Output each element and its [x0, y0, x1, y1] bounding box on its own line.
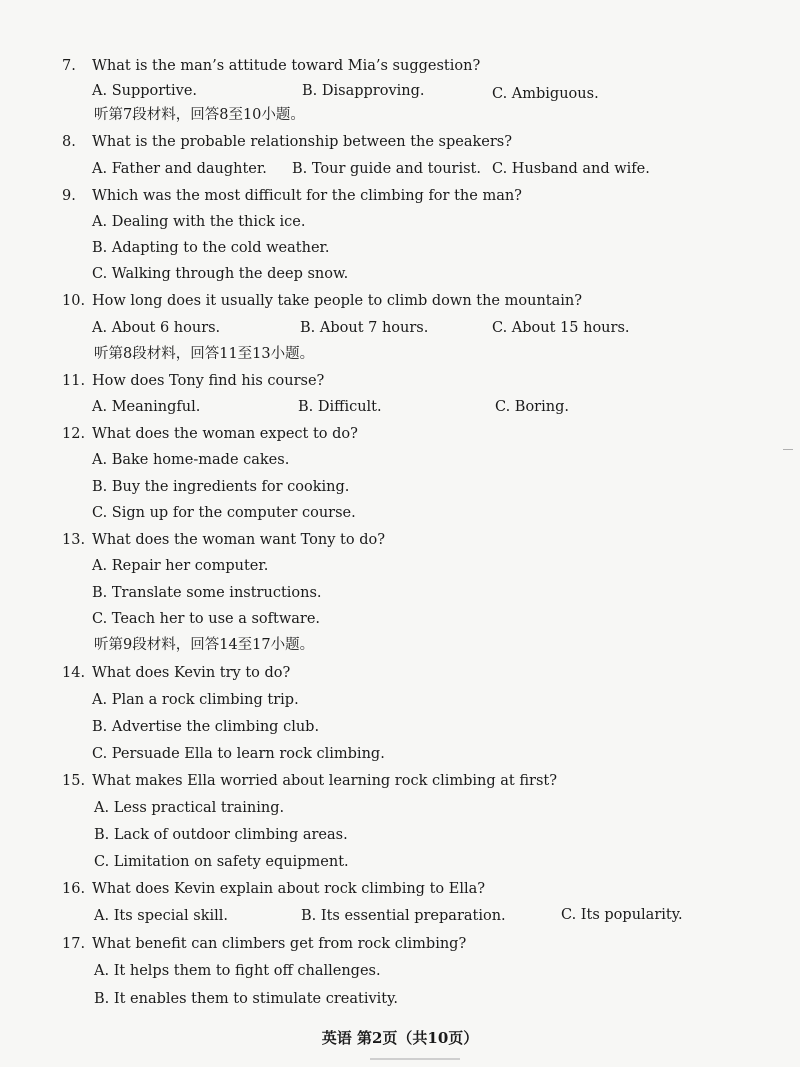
question-number: 10. — [62, 293, 86, 309]
option-b: B. Adapting to the cold weather. — [92, 240, 330, 256]
question-10 — [62, 292, 582, 310]
question-text: What does the woman want Tony to do? — [92, 532, 386, 548]
question-16 — [62, 880, 485, 898]
scan-edge-mark — [783, 449, 793, 450]
question-11 — [62, 372, 324, 390]
option-a: A. Father and daughter. — [92, 161, 267, 177]
question-number: 13. — [62, 532, 86, 548]
option-c: C. Husband and wife. — [492, 161, 650, 177]
option-b: B. About 7 hours. — [300, 320, 429, 336]
option-b: B. It enables them to stimulate creativity. — [94, 991, 398, 1007]
question-number: 7. — [62, 58, 76, 74]
option-c: C. Persuade Ella to learn rock climbing. — [92, 746, 385, 762]
question-number: 8. — [62, 134, 76, 150]
option-c: C. Its popularity. — [561, 907, 683, 923]
option-c: C. Ambiguous. — [492, 86, 599, 102]
option-a: A. Dealing with the thick ice. — [92, 214, 306, 230]
option-b: B. Disapproving. — [302, 83, 425, 99]
option-a: A. Plan a rock climbing trip. — [92, 692, 299, 708]
option-a: A. Supportive. — [92, 83, 198, 99]
question-7 — [62, 57, 480, 75]
question-text: What does Kevin explain about rock climbing to Ella? — [92, 881, 486, 897]
option-c: C. Teach her to use a software. — [92, 611, 321, 627]
question-text: What does Kevin try to do? — [92, 665, 291, 681]
option-c: C. Sign up for the computer course. — [92, 505, 356, 521]
question-8 — [62, 133, 512, 151]
question-text: What does the woman expect to do? — [92, 426, 358, 442]
question-number: 17. — [62, 936, 86, 952]
question-13 — [62, 531, 385, 549]
section-instruction-7: 听第7段材料，回答8至10小题。 — [94, 107, 305, 123]
question-17 — [62, 935, 466, 953]
options-row-8 — [92, 160, 742, 178]
option-c: C. Walking through the deep snow. — [92, 266, 349, 282]
question-14 — [62, 664, 290, 682]
option-b: B. Its essential preparation. — [301, 908, 506, 924]
question-text: How does Tony find his course? — [92, 373, 325, 389]
option-c: C. About 15 hours. — [492, 320, 630, 336]
question-number: 9. — [62, 188, 76, 204]
option-a: A. About 6 hours. — [92, 320, 221, 336]
option-a: A. Meaningful. — [92, 399, 201, 415]
option-b: B. Tour guide and tourist. — [292, 161, 481, 177]
question-12 — [62, 425, 358, 443]
question-text: What is the probable relationship between the speakers? — [92, 134, 513, 150]
option-a: A. It helps them to fight off challenges. — [94, 963, 381, 979]
question-text: What makes Ella worried about learning rock climbing at first? — [92, 773, 557, 789]
option-c: C. Boring. — [495, 399, 569, 415]
question-number: 12. — [62, 426, 86, 442]
page-footer: 英语 第2页（共10页） — [321, 1029, 479, 1047]
question-text: What is the man’s attitude toward Mia’s suggestion? — [92, 58, 481, 74]
question-15 — [62, 772, 557, 790]
option-b: B. Advertise the climbing club. — [92, 719, 320, 735]
question-number: 16. — [62, 881, 86, 897]
option-a: A. Its special skill. — [94, 908, 228, 924]
question-number: 11. — [62, 373, 86, 389]
scan-artifact-line — [370, 1058, 460, 1060]
option-b: B. Lack of outdoor climbing areas. — [94, 827, 348, 843]
question-number: 15. — [62, 773, 86, 789]
question-text: How long does it usually take people to climb down the mountain? — [92, 293, 583, 309]
section-instruction-9: 听第9段材料，回答14至17小题。 — [94, 637, 315, 653]
option-c: C. Limitation on safety equipment. — [94, 854, 349, 870]
option-a: A. Bake home-made cakes. — [92, 452, 290, 468]
option-a: A. Repair her computer. — [92, 558, 269, 574]
options-row-10 — [92, 319, 742, 337]
section-instruction-8: 听第8段材料，回答11至13小题。 — [94, 346, 315, 362]
question-text: Which was the most difficult for the climbing for the man? — [92, 188, 522, 204]
question-text: What benefit can climbers get from rock climbing? — [92, 936, 467, 952]
options-row-7 — [92, 82, 742, 100]
options-row-11 — [92, 398, 742, 416]
options-row-16 — [94, 907, 744, 925]
question-number: 14. — [62, 665, 86, 681]
option-b: B. Buy the ingredients for cooking. — [92, 479, 350, 495]
option-a: A. Less practical training. — [94, 800, 285, 816]
option-b: B. Difficult. — [298, 399, 382, 415]
option-b: B. Translate some instructions. — [92, 585, 322, 601]
question-9 — [62, 187, 522, 205]
